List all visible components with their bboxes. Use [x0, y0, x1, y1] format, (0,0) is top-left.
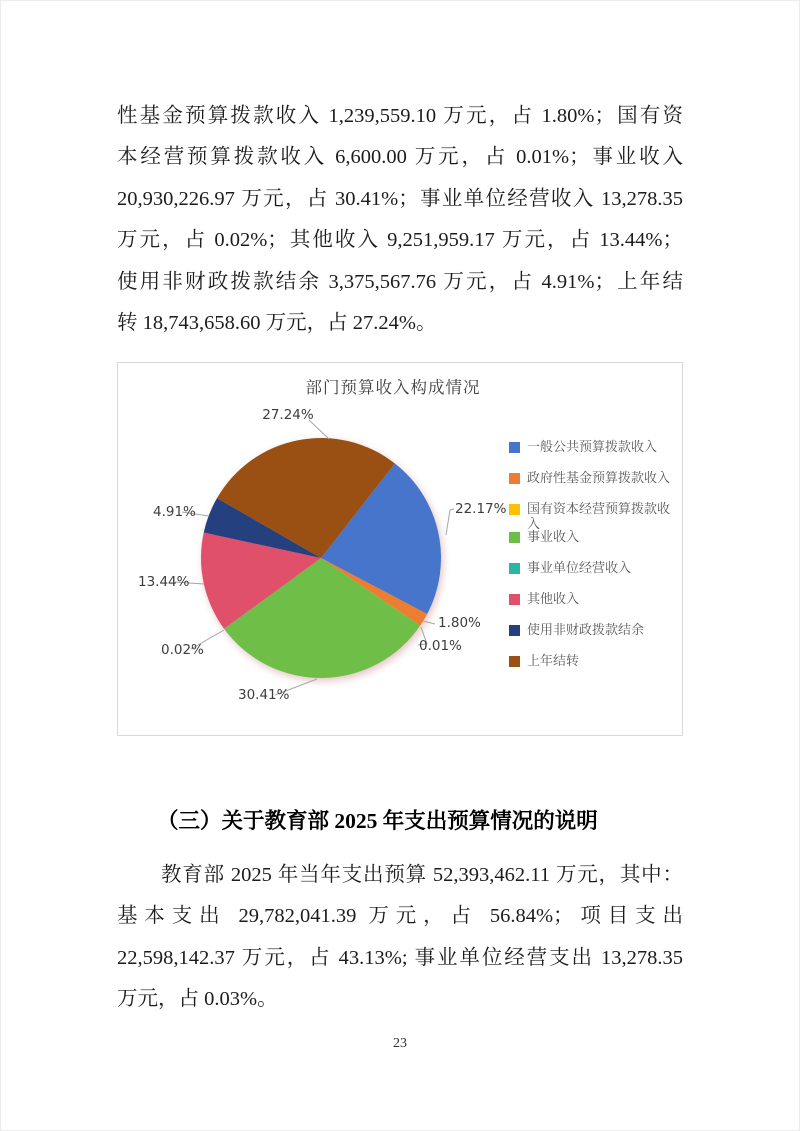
- legend-item: [509, 562, 679, 577]
- text-line: 转 18,743,658.60 万元，占 27.24%。: [117, 311, 437, 334]
- page-number: 23: [393, 1036, 407, 1051]
- legend-label: 上年结转: [527, 654, 580, 669]
- pie-percent-label: 27.24%: [262, 407, 314, 423]
- pie-percent-label: 4.91%: [153, 504, 196, 520]
- text-line: 本经营预算拨款收入 6,600.00 万元，占 0.01%；事业收入: [117, 146, 683, 169]
- legend-item: [509, 503, 679, 532]
- legend-swatch: [509, 504, 520, 515]
- legend-item: [509, 472, 679, 487]
- chart-legend: [509, 363, 679, 735]
- label-leader-line: [423, 621, 435, 624]
- paragraph-income-details: [117, 96, 683, 344]
- legend-swatch: [509, 442, 520, 453]
- label-leader-line: [446, 509, 454, 535]
- legend-swatch: [509, 594, 520, 605]
- text-line: 教育部 2025 年当年支出预算 52,393,462.11 万元，其中：: [161, 864, 683, 886]
- chart-title: 部门预算收入构成情况: [305, 378, 481, 397]
- legend-item: [509, 593, 679, 608]
- legend-label: 其他收入: [527, 592, 580, 607]
- legend-item: [509, 655, 679, 670]
- pie-percent-label: 0.02%: [161, 642, 204, 658]
- text-line: 22,598,142.37 万元，占 43.13%; 事业单位经营支出 13,278.35: [117, 946, 683, 969]
- legend-swatch: [509, 563, 520, 574]
- pie-percent-label: 30.41%: [238, 687, 290, 703]
- legend-swatch: [509, 656, 520, 667]
- legend-label: 政府性基金预算拨款收入: [527, 471, 671, 486]
- legend-item: [509, 531, 679, 546]
- pie-chart-panel: [117, 362, 683, 736]
- legend-label: 一般公共预算拨款收入: [527, 440, 658, 455]
- pie-percent-label: 22.17%: [455, 501, 507, 517]
- section-heading: （三）关于教育部 2025 年支出预算情况的说明: [157, 809, 598, 833]
- text-line: 20,930,226.97 万元，占 30.41%；事业单位经营收入 13,278.35: [117, 187, 683, 210]
- paragraph-expense-details: [117, 855, 683, 1021]
- legend-label: 国有资本经营预算拨款收入: [527, 502, 671, 532]
- legend-label: 事业收入: [527, 530, 580, 545]
- text-line: 基本支出 29,782,041.39 万元，占 56.84%；项目支出: [117, 905, 683, 928]
- legend-item: [509, 624, 679, 639]
- text-line: 万元，占 0.03%。: [117, 988, 278, 1011]
- legend-swatch: [509, 625, 520, 636]
- legend-swatch: [509, 473, 520, 484]
- pie-percent-label: 1.80%: [438, 615, 481, 631]
- legend-item: [509, 441, 679, 456]
- text-line: 万元，占 0.02%；其他收入 9,251,959.17 万元，占 13.44%；: [117, 229, 683, 252]
- pie-percent-label: 0.01%: [419, 638, 462, 654]
- text-line: 性基金预算拨款收入 1,239,559.10 万元，占 1.80%；国有资: [117, 105, 683, 127]
- legend-label: 使用非财政拨款结余: [527, 623, 645, 638]
- text-line: 使用非财政拨款结余 3,375,567.76 万元，占 4.91%；上年结: [117, 270, 683, 293]
- legend-label: 事业单位经营收入: [527, 561, 632, 576]
- pie-percent-label: 13.44%: [138, 574, 190, 590]
- legend-swatch: [509, 532, 520, 543]
